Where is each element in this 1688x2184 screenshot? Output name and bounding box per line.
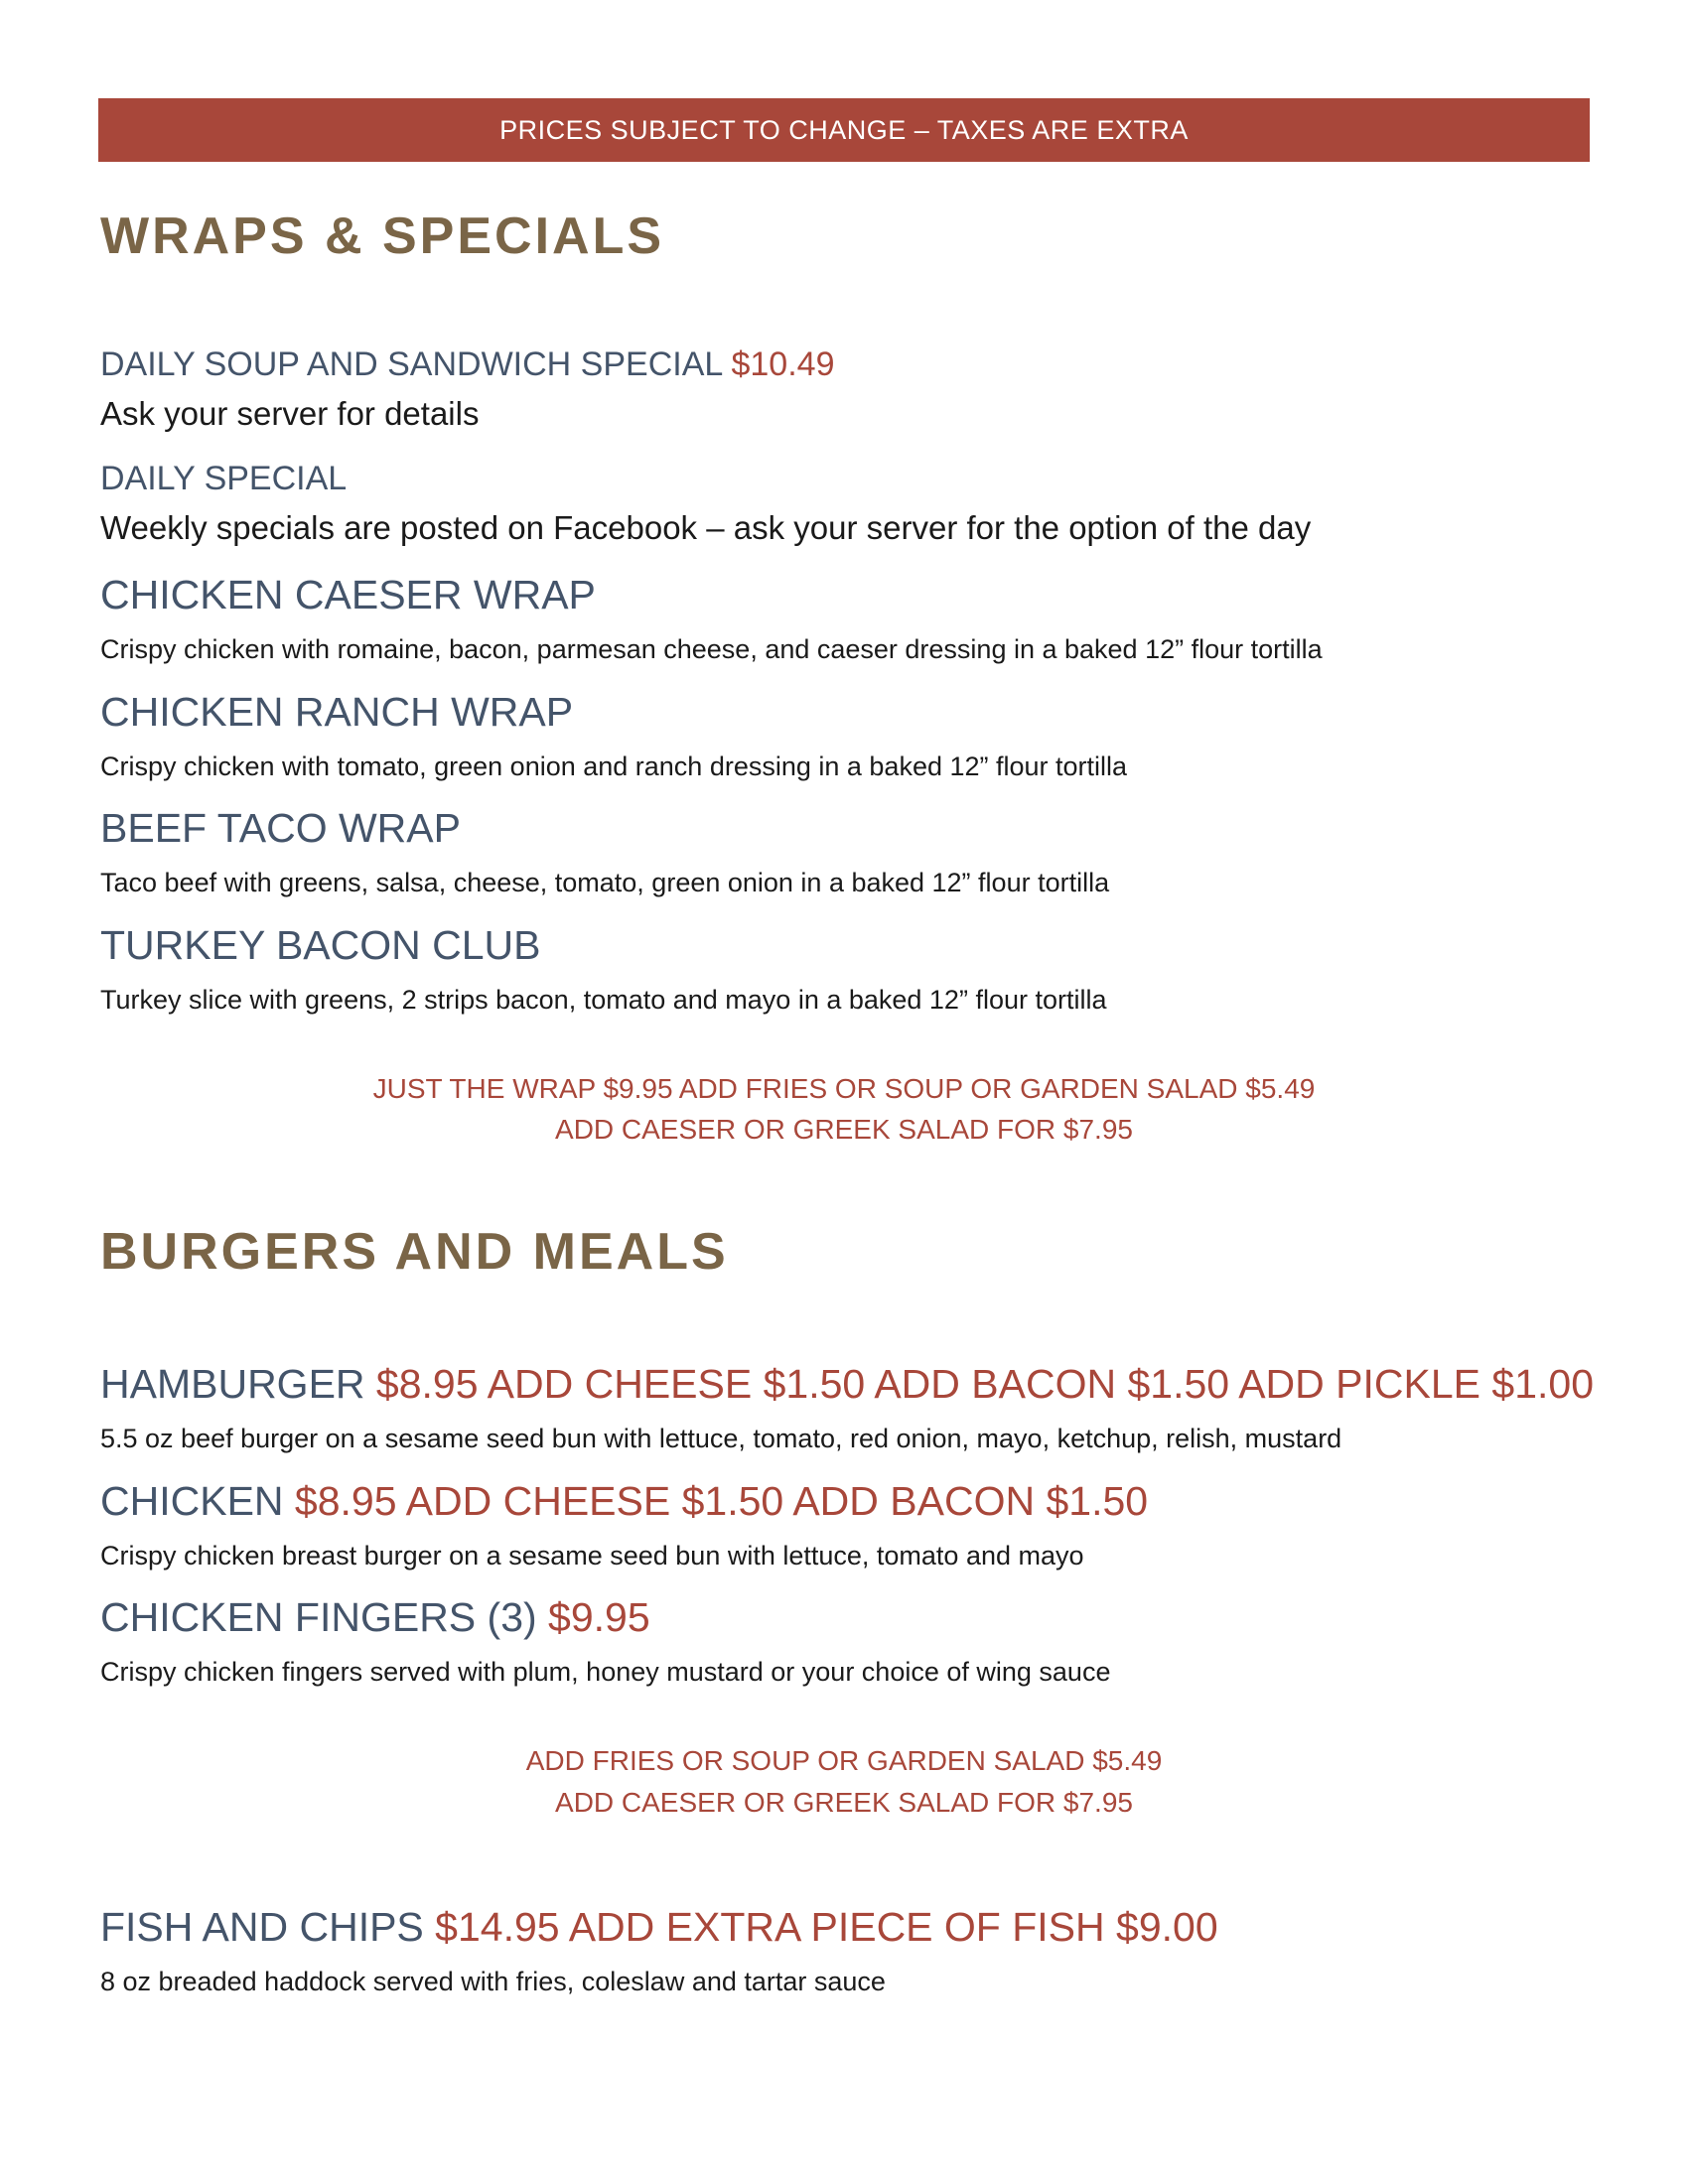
section-title-burgers: BURGERS AND MEALS bbox=[100, 1223, 729, 1281]
price-notice-banner: PRICES SUBJECT TO CHANGE – TAXES ARE EXTRA bbox=[98, 98, 1590, 162]
item-description: Ask your server for details bbox=[100, 395, 480, 432]
item-price: $10.49 bbox=[731, 345, 835, 383]
item-price: $14.95 ADD EXTRA PIECE OF FISH $9.00 bbox=[435, 1904, 1218, 1950]
item-description: Crispy chicken breast burger on a sesame seed bun with lettuce, tomato and mayo bbox=[100, 1541, 1084, 1570]
wraps-addon-line-2: ADD CAESER OR GREEK SALAD FOR $7.95 bbox=[555, 1114, 1133, 1145]
menu-item-daily-soup-sandwich bbox=[100, 345, 834, 384]
item-description: Crispy chicken with romaine, bacon, parmesan cheese, and caeser dressing in a baked 12” flour tortilla bbox=[100, 634, 1323, 664]
item-name: DAILY SOUP AND SANDWICH SPECIAL bbox=[100, 345, 732, 383]
item-description: Crispy chicken fingers served with plum, honey mustard or your choice of wing sauce bbox=[100, 1657, 1111, 1687]
menu-item-chicken-fingers bbox=[100, 1594, 650, 1641]
menu-item-chicken-ranch-wrap bbox=[100, 689, 573, 736]
item-price: $8.95 ADD CHEESE $1.50 ADD BACON $1.50 bbox=[294, 1478, 1149, 1524]
item-description: 5.5 oz beef burger on a sesame seed bun with lettuce, tomato, red onion, mayo, ketchup, relish, mustard bbox=[100, 1424, 1342, 1453]
item-description: Turkey slice with greens, 2 strips bacon, tomato and mayo in a baked 12” flour tortilla bbox=[100, 985, 1107, 1015]
menu-item-fish-and-chips bbox=[100, 1904, 1218, 1951]
menu-item-chicken-caeser-wrap bbox=[100, 572, 596, 618]
section-title-wraps: WRAPS & SPECIALS bbox=[100, 207, 665, 265]
item-description: 8 oz breaded haddock served with fries, coleslaw and tartar sauce bbox=[100, 1967, 886, 1996]
burgers-addon-line-1: ADD FRIES OR SOUP OR GARDEN SALAD $5.49 bbox=[525, 1745, 1163, 1776]
burgers-addon-line-2: ADD CAESER OR GREEK SALAD FOR $7.95 bbox=[555, 1787, 1133, 1818]
item-name: CHICKEN RANCH WRAP bbox=[100, 689, 574, 735]
item-name: TURKEY BACON CLUB bbox=[100, 922, 541, 968]
menu-item-beef-taco-wrap bbox=[100, 805, 461, 852]
item-name: HAMBURGER bbox=[100, 1361, 376, 1407]
wraps-addon-line-1: JUST THE WRAP $9.95 ADD FRIES OR SOUP OR GARDEN SALAD $5.49 bbox=[372, 1073, 1316, 1104]
item-price: $9.95 bbox=[548, 1594, 650, 1640]
item-price: $8.95 ADD CHEESE $1.50 ADD BACON $1.50 ADD PICKLE $1.00 bbox=[375, 1361, 1594, 1407]
item-name: BEEF TACO WRAP bbox=[100, 805, 461, 851]
item-name: CHICKEN bbox=[100, 1478, 295, 1524]
item-name: CHICKEN CAESER WRAP bbox=[100, 572, 596, 617]
item-name: DAILY SPECIAL bbox=[100, 460, 348, 497]
menu-item-turkey-bacon-club bbox=[100, 922, 541, 969]
item-name: FISH AND CHIPS bbox=[100, 1904, 436, 1950]
menu-item-hamburger bbox=[100, 1361, 1594, 1408]
item-description: Taco beef with greens, salsa, cheese, tomato, green onion in a baked 12” flour tortilla bbox=[100, 868, 1110, 897]
menu-item-daily-special bbox=[100, 460, 347, 498]
item-name: CHICKEN FINGERS (3) bbox=[100, 1594, 549, 1640]
item-description: Crispy chicken with tomato, green onion and ranch dressing in a baked 12” flour tortilla bbox=[100, 751, 1128, 781]
item-description: Weekly specials are posted on Facebook – ask your server for the option of the day bbox=[100, 509, 1312, 546]
menu-item-chicken-burger bbox=[100, 1478, 1148, 1525]
